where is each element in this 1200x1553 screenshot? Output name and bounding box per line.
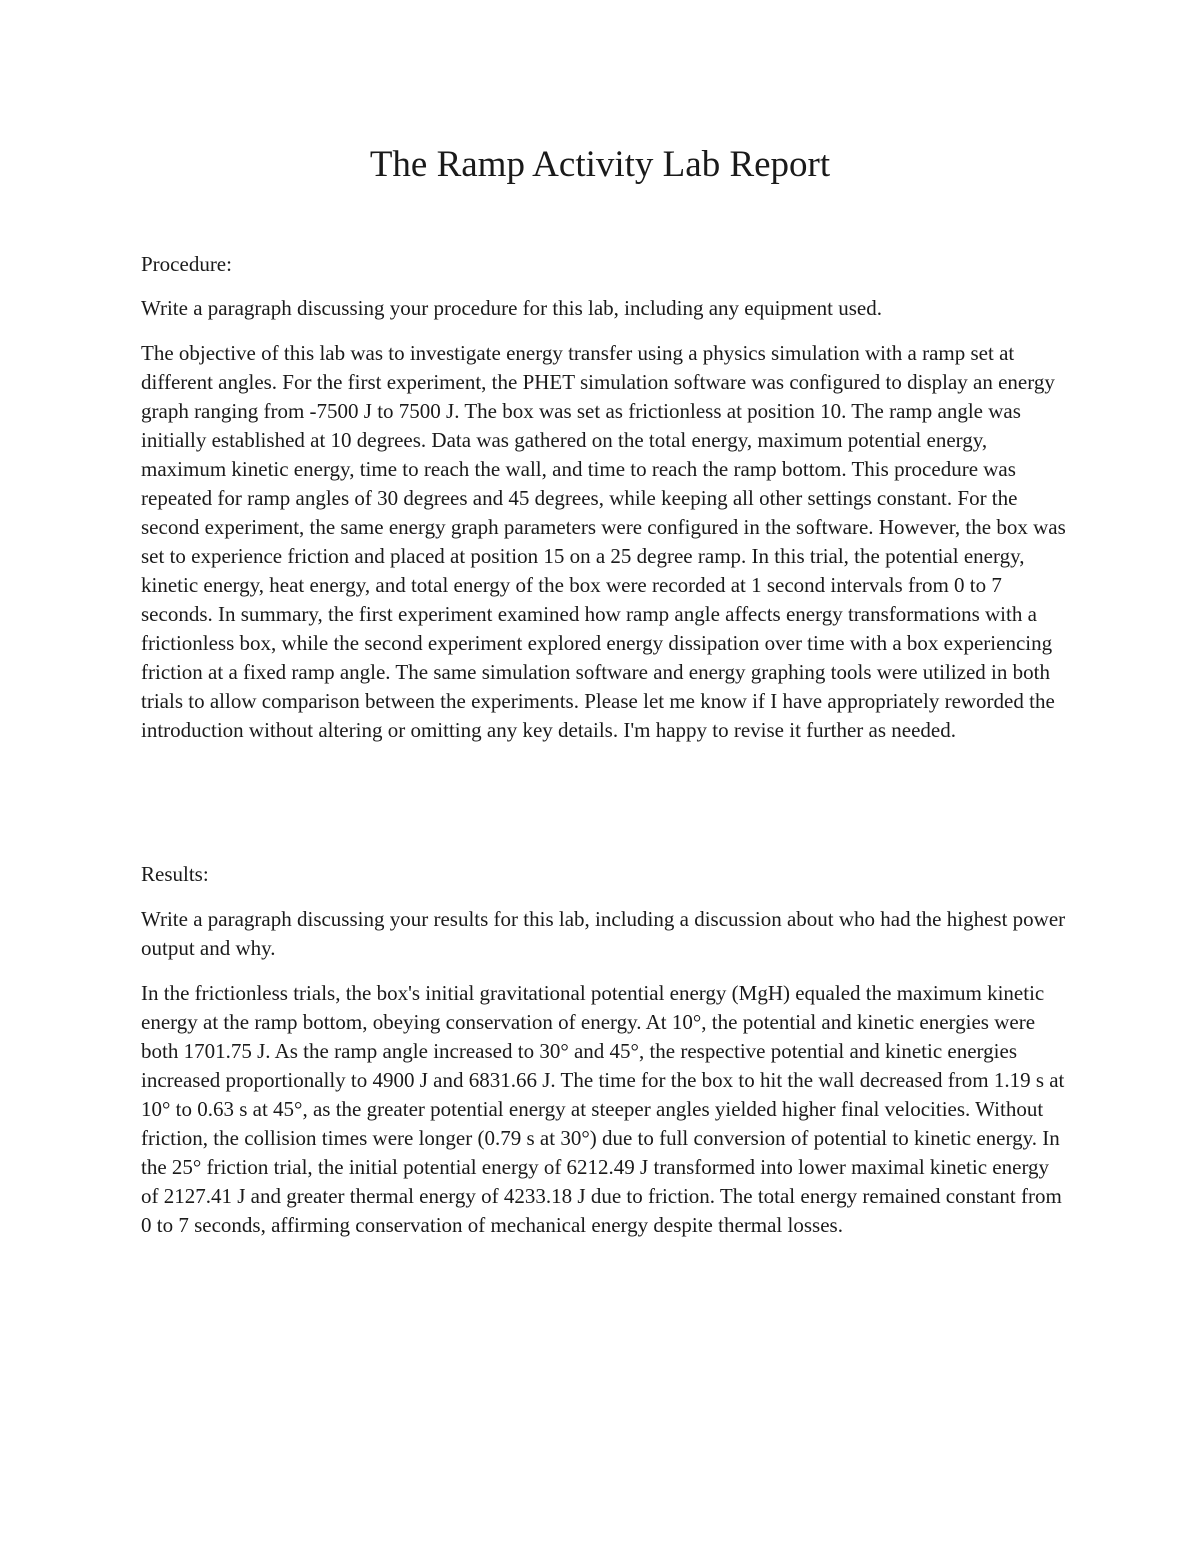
results-prompt: Write a paragraph discussing your results for this lab, including a discussion about who had the highest power output and why. [141,907,1066,960]
procedure-prompt: Write a paragraph discussing your procedure for this lab, including any equipment used. [141,296,882,320]
procedure-paragraph: The objective of this lab was to investigate energy transfer using a physics simulation with a ramp set at different angles. For the first experiment, the PHET simulation software was configured to display an energy graph ranging from -7500 J to 7500 J. The box was set as frictionless at position 10. The ramp angle was initially established at 10 degrees. Data was gathered on the total energy, maximum potential energy, maximum kinetic energy, time to reach the wall, and time to reach the ramp bottom. This procedure was repeated for ramp angles of 30 degrees and 45 degrees, while keeping all other settings constant. For the second experiment, the same energy graph parameters were configured in the software. However, the box was set to experience friction and placed at position 15 on a 25 degree ramp. In this trial, the potential energy, kinetic energy, heat energy, and total energy of the box were recorded at 1 second intervals from 0 to 7 seconds. In summary, the first experiment examined how ramp angle affects energy transformations with a frictionless box, while the second experiment explored energy dissipation over time with a box experiencing friction at a fixed ramp angle. The same simulation software and energy graphing tools were utilized in both trials to allow comparison between the experiments. Please let me know if I have appropriately reworded the introduction without altering or omitting any key details. I'm happy to revise it further as needed. [141,341,1066,742]
procedure-heading: Procedure: [141,252,232,276]
results-heading: Results: [141,862,209,886]
document-title: The Ramp Activity Lab Report [369,144,831,185]
results-paragraph: In the frictionless trials, the box's initial gravitational potential energy (MgH) equaled the maximum kinetic energy at the ramp bottom, obeying conservation of energy. At 10°, the potential and kinetic energies were both 1701.75 J. As the ramp angle increased to 30° and 45°, the respective potential and kinetic energies increased proportionally to 4900 J and 6831.66 J. The time for the box to hit the wall decreased from 1.19 s at 10° to 0.63 s at 45°, as the greater potential energy at steeper angles yielded higher final velocities. Without friction, the collision times were longer (0.79 s at 30°) due to full conversion of potential to kinetic energy. In the 25° friction trial, the initial potential energy of 6212.49 J transformed into lower maximal kinetic energy of 2127.41 J and greater thermal energy of 4233.18 J due to friction. The total energy remained constant from 0 to 7 seconds, affirming conservation of mechanical energy despite thermal losses. [141,981,1065,1237]
